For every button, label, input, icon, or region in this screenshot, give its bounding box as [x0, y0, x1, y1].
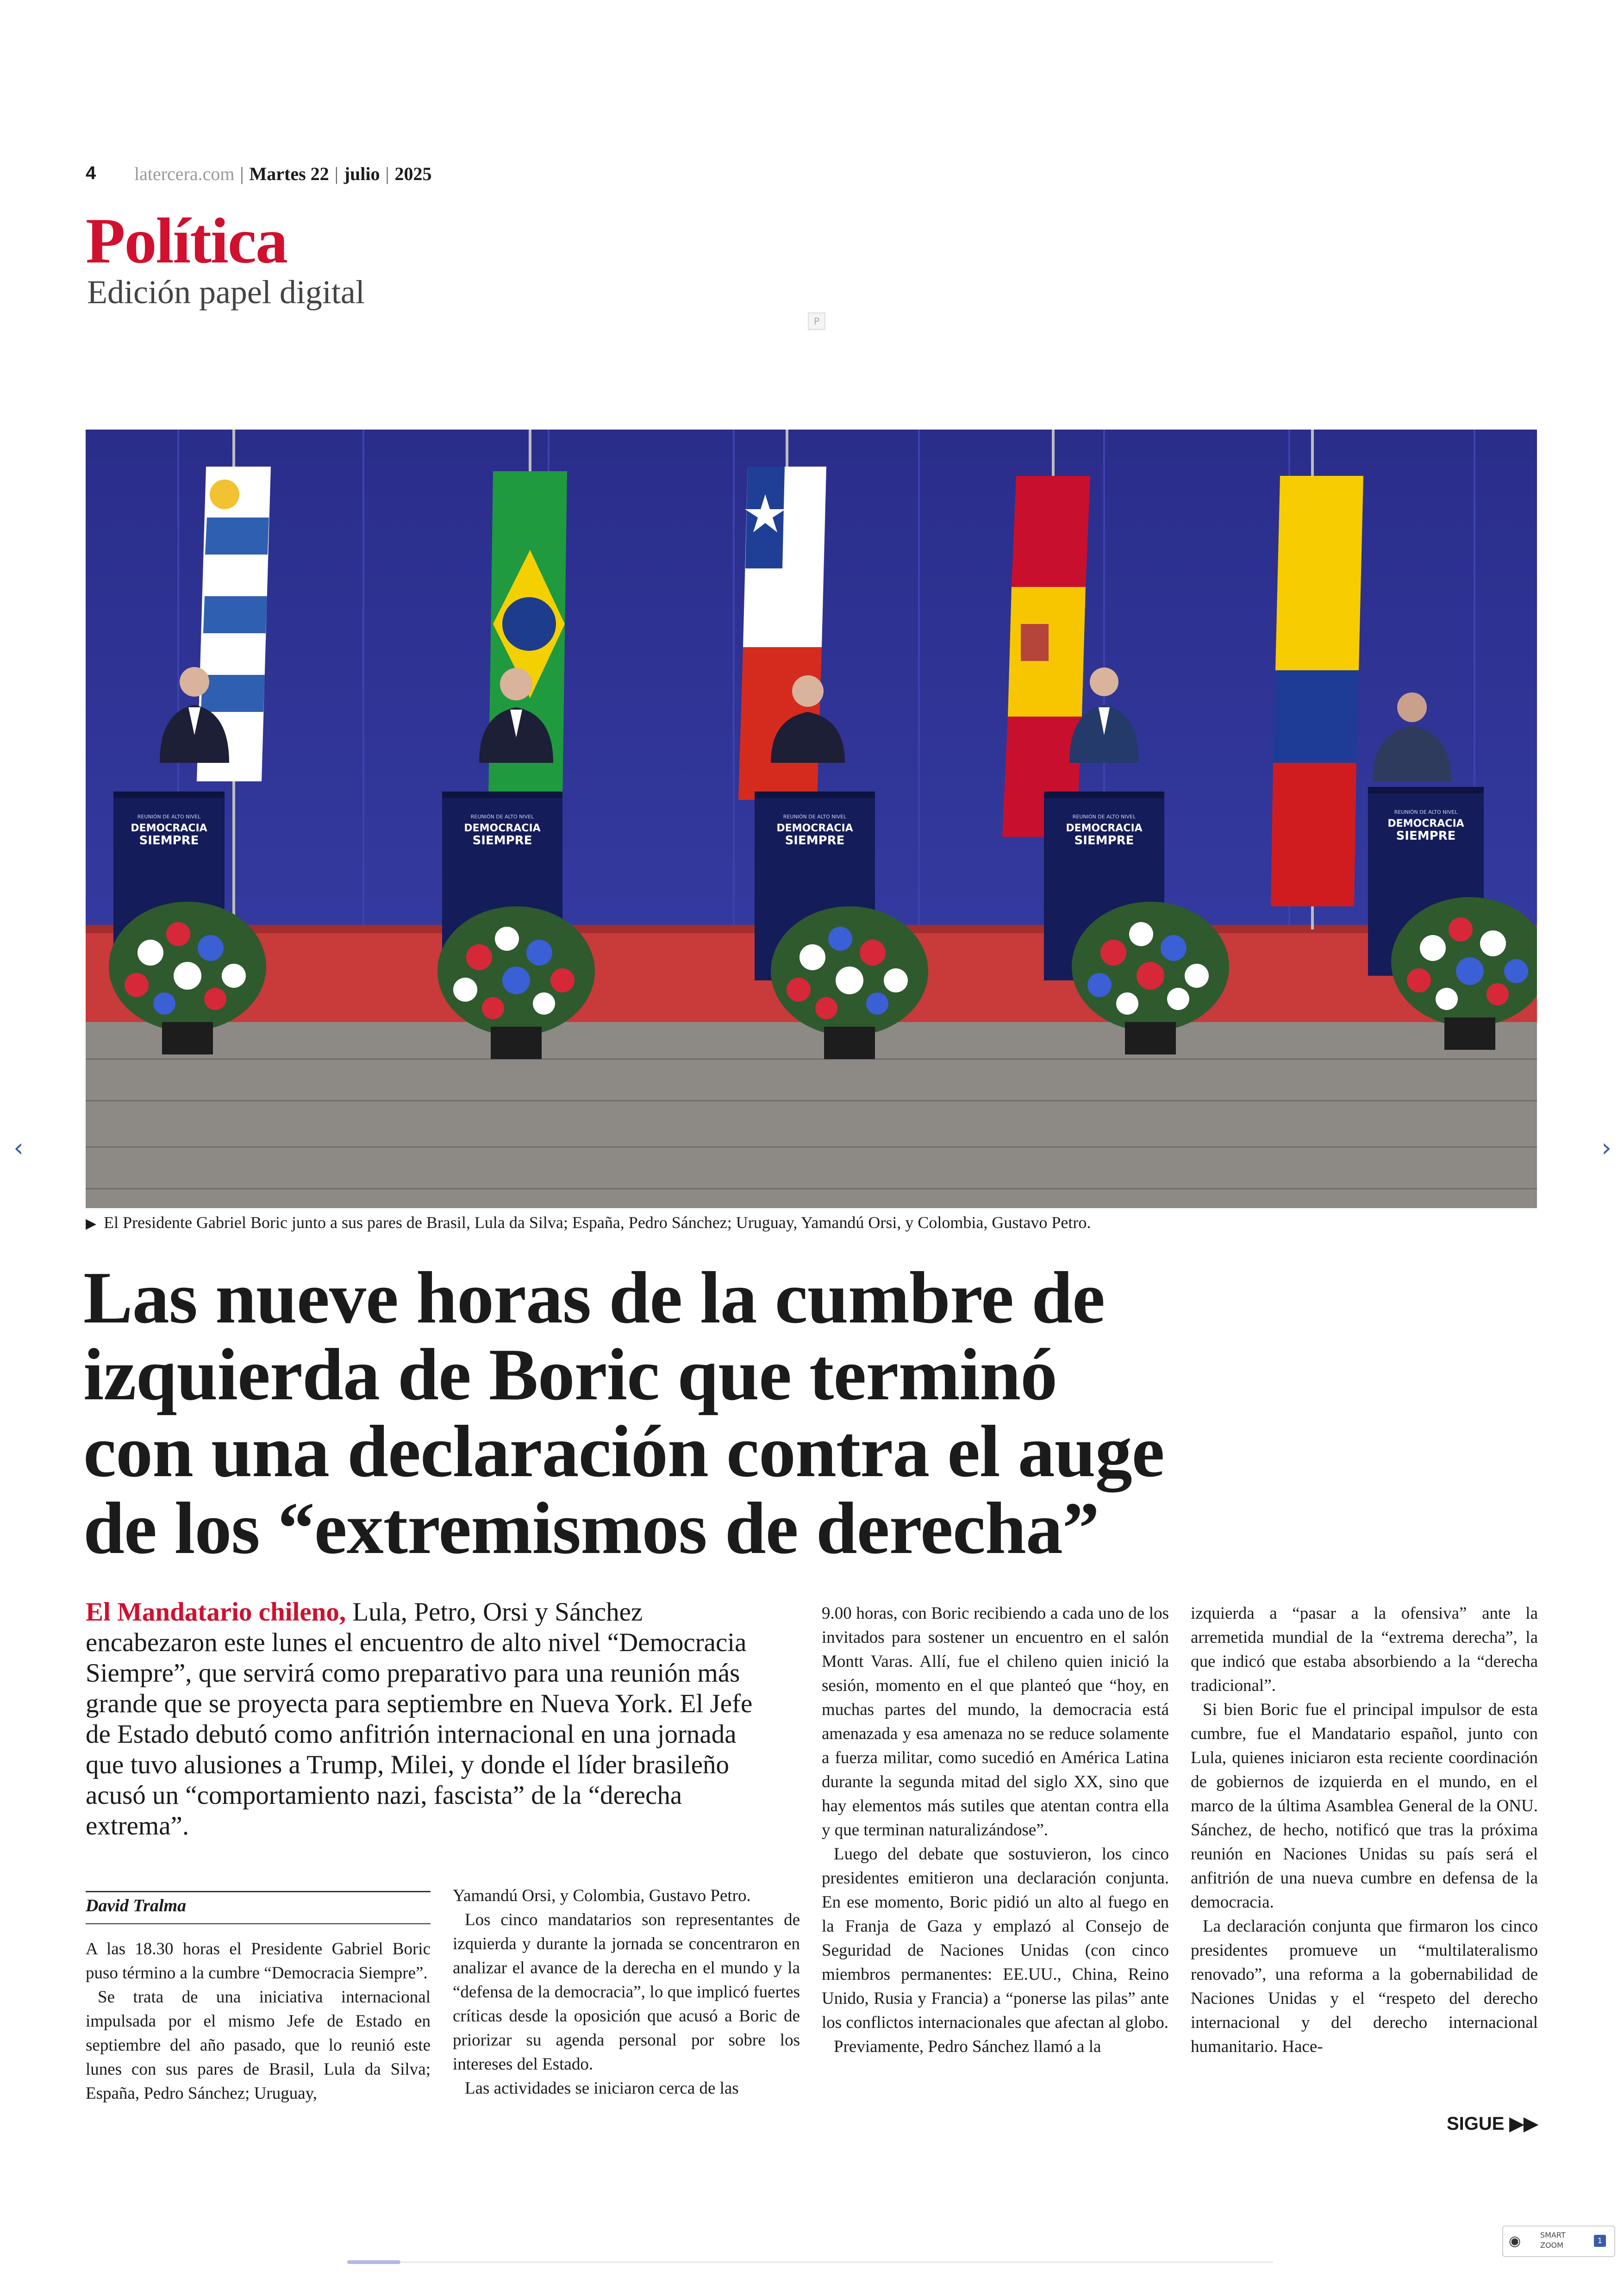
body-paragraph: izquierda a “pasar a la ofensiva” ante la arremetida mundial de la “extrema derecha”, la que indicó que estaba absorbiendo a la “derecha tradicional”. [1191, 1604, 1538, 1695]
smart-zoom-button[interactable] [1502, 2226, 1615, 2257]
svg-text:DEMOCRACIA: DEMOCRACIA [464, 823, 541, 834]
photo-caption [86, 1213, 1091, 1232]
byline: David Tralma [86, 1896, 187, 1915]
svg-text:SIEMPRE: SIEMPRE [1074, 834, 1134, 848]
byline-rule [86, 1923, 431, 1924]
section-title: Política [86, 205, 287, 277]
eye-icon: ◉ [1509, 2233, 1521, 2249]
publication-dateline: latercera.com | Martes 22 | julio | 2025 [134, 163, 432, 184]
body-paragraph: Luego del debate que sostuvieron, los cinco presidentes emitieron una declaración conjunta. En ese momento, Boric pidió un alto al fuego en la Franja de Gaza y emplazó al Consejo de Seguridad de Naciones Unidas (con cinco miembros permanentes: EE.UU., China, Reino Unido, Rusia y Francia) a “ponerse las pilas” ante los conflictos internacionales que afectan al globo. [822, 1845, 1169, 2032]
body-column-4 [1191, 1602, 1538, 2059]
body-paragraph: Yamandú Orsi, y Colombia, Gustavo Petro. [453, 1886, 751, 1905]
prev-page-button[interactable] [5, 1134, 32, 1162]
svg-text:DEMOCRACIA: DEMOCRACIA [776, 823, 853, 834]
smart-zoom-label-2: ZOOM [1540, 2241, 1563, 2250]
body-column-2 [453, 1884, 800, 2101]
issue-day: Martes 22 [249, 163, 329, 184]
body-column-3 [822, 1602, 1169, 2059]
lead-text: Lula, Petro, Orsi y Sánchez encabezaron este lunes el encuentro de alto nivel “Democracia Siempre”, que servirá como preparativo para una reunión más grande que se proyecta para septiembre en Nueva York. El Jefe de Estado debutó como anfitrión internacional en una jornada que tuvo alusiones a Trump, Milei, y donde el líder brasileño acusó un “comportamiento nazi, fascista” de la “derecha extrema”. [86, 1597, 753, 1840]
issue-year: 2025 [394, 163, 432, 184]
svg-text:SIEMPRE: SIEMPRE [472, 834, 532, 848]
svg-text:DEMOCRACIA: DEMOCRACIA [131, 823, 207, 834]
lead-kicker: El Mandatario chileno, [86, 1597, 346, 1627]
summit-photo-illustration [86, 430, 1537, 1208]
headline-line: de los “extremismos de derecha” [83, 1487, 1099, 1569]
issue-month: julio [344, 163, 380, 184]
flag-colombia [1271, 430, 1363, 929]
svg-text:SIEMPRE: SIEMPRE [785, 834, 845, 848]
article-photo[interactable] [86, 430, 1537, 1208]
scroll-thumb[interactable] [347, 2260, 400, 2264]
body-paragraph: Si bien Boric fue el principal impulsor de esta cumbre, fue el Mandatario español, junto con Lula, quienes iniciaron esta reciente coordinación de gobiernos de izquierda en el mundo, en el marco de la última Asamblea General de la ONU. Sánchez, de hecho, notificó que tras la próxima reunión en Naciones Unidas su país será el anfitrión de una nueva cumbre en defensa de la democracia. [1191, 1700, 1538, 1912]
double-arrow-icon: ▶▶ [1509, 2114, 1538, 2134]
section-subtitle: Edición papel digital [87, 274, 365, 311]
article-headline [83, 1256, 1528, 1569]
byline-rule [86, 1891, 431, 1892]
photo-caption-text: El Presidente Gabriel Boric junto a sus pares de Brasil, Lula da Silva; España, Pedro Sánchez; Uruguay, Yamandú Orsi, y Colombia, Gustavo Petro. [104, 1213, 1091, 1232]
body-column-1 [86, 1937, 431, 2106]
page-count-badge: 1 [1594, 2235, 1606, 2247]
svg-text:DEMOCRACIA: DEMOCRACIA [1387, 818, 1464, 829]
svg-text:REUNIÓN DE ALTO NIVEL: REUNIÓN DE ALTO NIVEL [137, 814, 201, 820]
svg-text:DEMOCRACIA: DEMOCRACIA [1066, 823, 1143, 834]
svg-text:SIEMPRE: SIEMPRE [1396, 829, 1456, 843]
article-lead [86, 1597, 771, 1841]
svg-text:REUNIÓN DE ALTO NIVEL: REUNIÓN DE ALTO NIVEL [1072, 814, 1136, 820]
body-paragraph: Las actividades se iniciaron cerca de las [465, 2079, 739, 2098]
svg-text:REUNIÓN DE ALTO NIVEL: REUNIÓN DE ALTO NIVEL [1394, 809, 1458, 815]
body-paragraph: 9.00 horas, con Boric recibiendo a cada uno de los invitados para sostener un encuentro en el salón Montt Varas. Allí, fue el chileno quien inició la sesión, momento en el que planteó que “hoy, en muchas partes del mundo, la democracia está amenazada y esa amenaza no se reduce solamente a fuerza militar, como sucedió en América Latina durante la segunda mitad del siglo XX, sino que hay elementos más sutiles que atentan contra ella y que terminan naturalizándose”. [822, 1604, 1169, 1840]
chevron-left-icon: ‹ [13, 1133, 24, 1162]
svg-text:SIEMPRE: SIEMPRE [139, 834, 199, 848]
body-paragraph: Los cinco mandatarios son representantes de izquierda y durante la jornada se concentraron en analizar el avance de la derecha en el mundo y la “defensa de la democracia”, lo que implicó fuertes críticas desde la oposición que acusó a Boric de priorizar su agenda personal por sobre los intereses del Estado. [453, 1910, 800, 2074]
ad-marker-icon[interactable]: P [808, 312, 825, 330]
smart-zoom-label-1: SMART [1540, 2231, 1566, 2239]
scroll-track[interactable] [347, 2261, 1273, 2263]
body-paragraph: Se trata de una iniciativa internacional impulsada por el mismo Jefe de Estado en septiembre del año pasado, que lo reunió este lunes con sus pares de Brasil, Lula da Silva; España, Pedro Sánchez; Uruguay, [86, 1988, 431, 2103]
page-number: 4 [86, 163, 96, 183]
site-name: latercera.com [134, 163, 235, 184]
body-paragraph: A las 18.30 horas el Presidente Gabriel Boric puso término a la cumbre “Democracia Siempre”. [86, 1940, 431, 1983]
continue-label: SIGUE ▶▶ [1447, 2114, 1538, 2134]
headline-line: Las nueve horas de la cumbre de [83, 1256, 1105, 1339]
svg-text:REUNIÓN DE ALTO NIVEL: REUNIÓN DE ALTO NIVEL [470, 814, 534, 820]
caption-triangle-icon: ▶ [86, 1216, 97, 1232]
body-paragraph: La declaración conjunta que firmaron los cinco presidentes promueve un “multilateralismo renovado”, una reforma a la gobernabilidad de Naciones Unidas y el “respeto del derecho internacional y del derecho internacional humanitario. Hace- [1191, 1917, 1538, 2056]
chevron-right-icon: › [1601, 1133, 1612, 1162]
headline-line: con una declaración contra el auge [83, 1410, 1164, 1492]
svg-text:REUNIÓN DE ALTO NIVEL: REUNIÓN DE ALTO NIVEL [783, 814, 847, 820]
body-paragraph: Previamente, Pedro Sánchez llamó a la [834, 2037, 1101, 2056]
headline-line: izquierda de Boric que terminó [83, 1333, 1057, 1416]
next-page-button[interactable] [1593, 1134, 1620, 1162]
stone-floor [86, 1022, 1537, 1208]
